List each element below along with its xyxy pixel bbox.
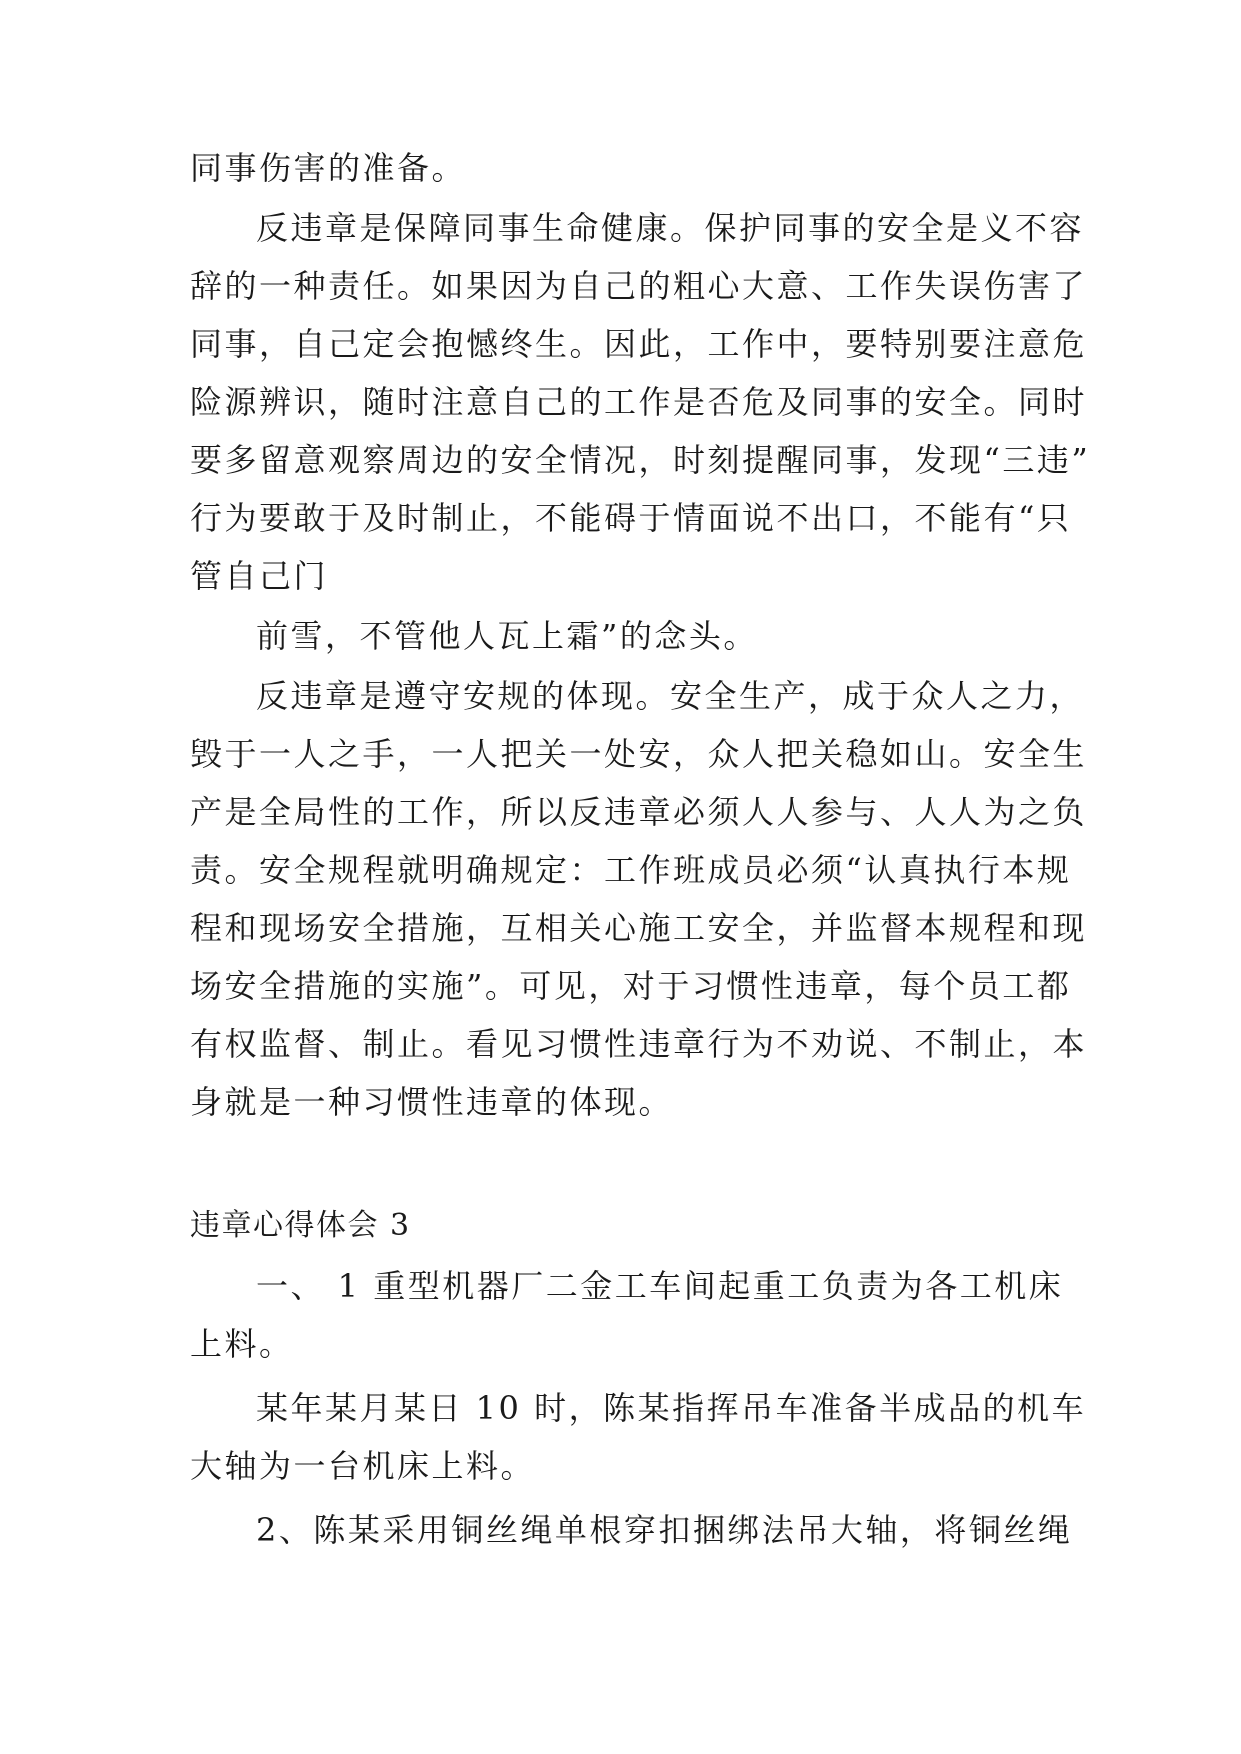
paragraph-line: 毁于一人之手，一人把关一处安，众人把关稳如山。安全生 bbox=[190, 735, 1088, 773]
paragraph-line: 2、陈某采用铜丝绳单根穿扣捆绑法吊大轴，将铜丝绳 bbox=[256, 1511, 1073, 1549]
paragraph-line: 身就是一种习惯性违章的体现。 bbox=[190, 1083, 674, 1121]
paragraph-line: 程和现场安全措施，互相关心施工安全，并监督本规程和现 bbox=[190, 909, 1088, 947]
paragraph-line: 大轴为一台机床上料。 bbox=[190, 1447, 536, 1485]
paragraph-line: 一、 1 重型机器厂二金工车间起重工负责为各工机床 bbox=[256, 1267, 1064, 1305]
paragraph-line: 前雪，不管他人瓦上霜”的念头。 bbox=[256, 617, 758, 655]
paragraph-line: 行为要敢于及时制止，不能碍于情面说不出口，不能有“只 bbox=[190, 499, 1072, 537]
paragraph-line: 有权监督、制止。看见习惯性违章行为不劝说、不制止，本 bbox=[190, 1025, 1088, 1063]
paragraph-line: 辞的一种责任。如果因为自己的粗心大意、工作失误伤害了 bbox=[190, 267, 1088, 305]
paragraph-line: 管自己门 bbox=[190, 557, 329, 595]
paragraph-line: 产是全局性的工作，所以反违章必须人人参与、人人为之负 bbox=[190, 793, 1088, 831]
paragraph-line: 反违章是保障同事生命健康。保护同事的安全是义不容 bbox=[256, 209, 1085, 247]
paragraph-line: 责。安全规程就明确规定：工作班成员必须“认真执行本规 bbox=[190, 851, 1072, 889]
paragraph-line: 上料。 bbox=[190, 1325, 294, 1363]
paragraph-line: 要多留意观察周边的安全情况，时刻提醒同事，发现“三违” bbox=[190, 441, 1091, 479]
paragraph-line: 某年某月某日 10 时，陈某指挥吊车准备半成品的机车 bbox=[256, 1389, 1087, 1427]
paragraph-line: 反违章是遵守安规的体现。安全生产，成于众人之力， bbox=[256, 677, 1085, 715]
paragraph-line: 同事，自己定会抱憾终生。因此，工作中，要特别要注意危 bbox=[190, 325, 1088, 363]
paragraph-line: 场安全措施的实施”。可见，对于习惯性违章，每个员工都 bbox=[190, 967, 1072, 1005]
paragraph-line: 同事伤害的准备。 bbox=[190, 149, 467, 187]
paragraph-line: 险源辨识，随时注意自己的工作是否危及同事的安全。同时 bbox=[190, 383, 1088, 421]
section-heading: 违章心得体会 3 bbox=[190, 1208, 411, 1243]
